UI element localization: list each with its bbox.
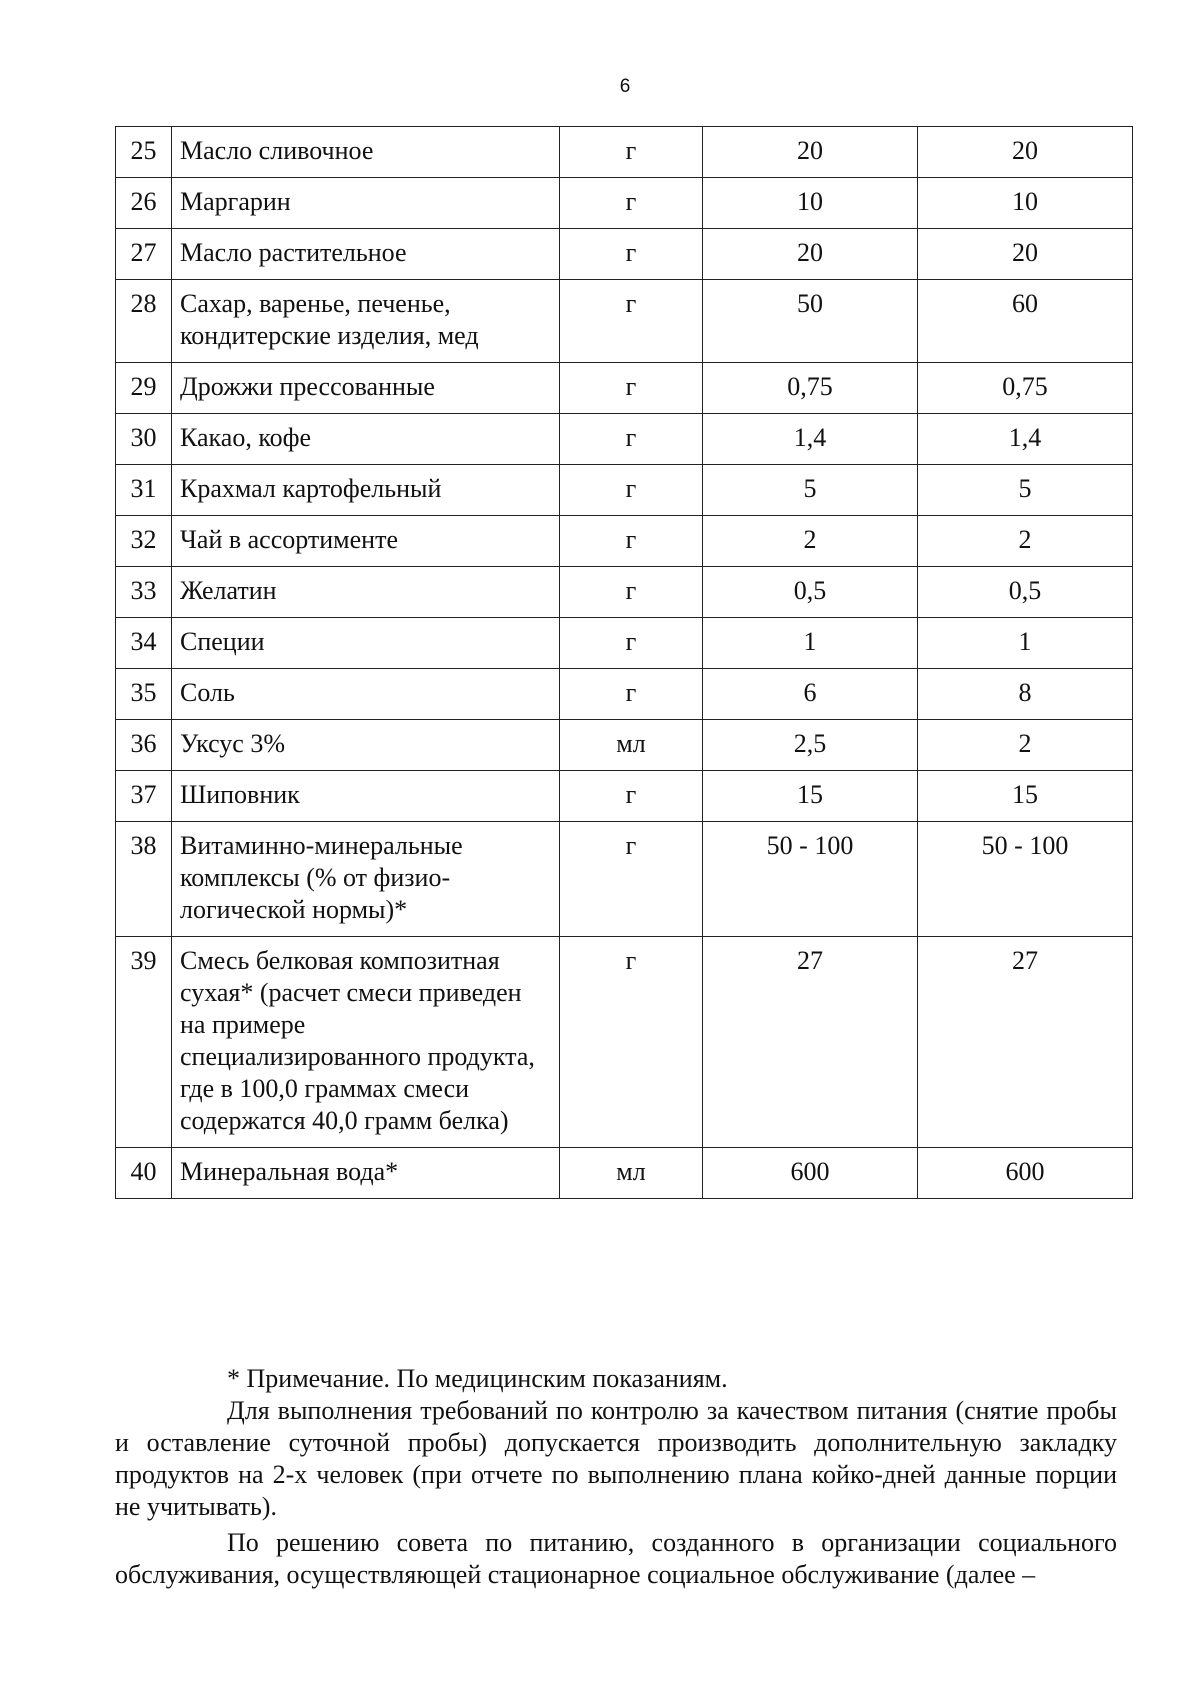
unit: г xyxy=(560,771,703,822)
notes-section xyxy=(115,1363,1117,1595)
value-column-1: 0,75 xyxy=(703,363,918,414)
row-number: 35 xyxy=(116,669,172,720)
row-number: 34 xyxy=(116,618,172,669)
product-name: Витаминно-минеральные комплексы (% от физио- логической нормы)* xyxy=(172,822,560,937)
unit: г xyxy=(560,822,703,937)
table-row xyxy=(116,178,1133,229)
value-column-2: 50 - 100 xyxy=(918,822,1133,937)
table-row xyxy=(116,229,1133,280)
table-row xyxy=(116,414,1133,465)
unit: г xyxy=(560,414,703,465)
table-row xyxy=(116,127,1133,178)
value-column-2: 2 xyxy=(918,516,1133,567)
value-column-1: 0,5 xyxy=(703,567,918,618)
product-name: Смесь белковая композитная сухая* (расчет смеси приведен на примере специализированного продукта, где в 100,0 граммах смеси содержатся 40,0 грамм белка) xyxy=(172,937,560,1148)
row-number: 25 xyxy=(116,127,172,178)
row-number: 38 xyxy=(116,822,172,937)
product-name: Масло сливочное xyxy=(172,127,560,178)
value-column-2: 20 xyxy=(918,229,1133,280)
value-column-2: 60 xyxy=(918,280,1133,363)
table-row xyxy=(116,669,1133,720)
row-number: 28 xyxy=(116,280,172,363)
value-column-2: 10 xyxy=(918,178,1133,229)
product-name: Сахар, варенье, печенье, кондитерские изделия, мед xyxy=(172,280,560,363)
table-row xyxy=(116,618,1133,669)
table-row xyxy=(116,280,1133,363)
row-number: 31 xyxy=(116,465,172,516)
unit: г xyxy=(560,229,703,280)
table-row xyxy=(116,720,1133,771)
value-column-2: 20 xyxy=(918,127,1133,178)
value-column-1: 2 xyxy=(703,516,918,567)
product-name: Крахмал картофельный xyxy=(172,465,560,516)
value-column-1: 2,5 xyxy=(703,720,918,771)
product-name: Маргарин xyxy=(172,178,560,229)
product-name: Соль xyxy=(172,669,560,720)
value-column-2: 8 xyxy=(918,669,1133,720)
unit: г xyxy=(560,280,703,363)
value-column-1: 20 xyxy=(703,229,918,280)
body-paragraph: Для выполнения требований по контролю за качеством питания (снятие пробы и оставление суточной пробы) допускается производить дополнительную закладку продуктов на 2-х человек (при отчете по выполнению плана койко-дней данные порции не учитывать). xyxy=(115,1396,1117,1521)
unit: г xyxy=(560,937,703,1148)
unit: г xyxy=(560,567,703,618)
table-row xyxy=(116,516,1133,567)
value-column-1: 10 xyxy=(703,178,918,229)
table-row xyxy=(116,1148,1133,1199)
value-column-1: 50 - 100 xyxy=(703,822,918,937)
food-norms-table xyxy=(115,126,1133,1199)
unit: мл xyxy=(560,720,703,771)
value-column-2: 1 xyxy=(918,618,1133,669)
value-column-1: 50 xyxy=(703,280,918,363)
unit: г xyxy=(560,465,703,516)
unit: г xyxy=(560,363,703,414)
row-number: 33 xyxy=(116,567,172,618)
unit: г xyxy=(560,669,703,720)
value-column-1: 20 xyxy=(703,127,918,178)
body-paragraph: По решению совета по питанию, созданного в организации социального обслуживания, осуществляющей стационарное социальное обслуживание (далее – xyxy=(115,1528,1117,1589)
value-column-1: 600 xyxy=(703,1148,918,1199)
row-number: 36 xyxy=(116,720,172,771)
footnote: * Примечание. По медицинским показаниям. xyxy=(227,1364,728,1393)
unit: г xyxy=(560,618,703,669)
product-name: Дрожжи прессованные xyxy=(172,363,560,414)
page-number: 6 xyxy=(619,76,631,97)
value-column-2: 15 xyxy=(918,771,1133,822)
row-number: 29 xyxy=(116,363,172,414)
value-column-2: 1,4 xyxy=(918,414,1133,465)
value-column-1: 15 xyxy=(703,771,918,822)
value-column-1: 1 xyxy=(703,618,918,669)
value-column-2: 0,5 xyxy=(918,567,1133,618)
unit: мл xyxy=(560,1148,703,1199)
unit: г xyxy=(560,178,703,229)
product-name: Желатин xyxy=(172,567,560,618)
row-number: 39 xyxy=(116,937,172,1148)
row-number: 27 xyxy=(116,229,172,280)
value-column-2: 600 xyxy=(918,1148,1133,1199)
value-column-2: 0,75 xyxy=(918,363,1133,414)
product-name: Уксус 3% xyxy=(172,720,560,771)
product-name: Минеральная вода* xyxy=(172,1148,560,1199)
product-name: Чай в ассортименте xyxy=(172,516,560,567)
table-row xyxy=(116,465,1133,516)
value-column-1: 5 xyxy=(703,465,918,516)
value-column-1: 1,4 xyxy=(703,414,918,465)
row-number: 37 xyxy=(116,771,172,822)
table-row xyxy=(116,937,1133,1148)
table-row xyxy=(116,363,1133,414)
value-column-2: 2 xyxy=(918,720,1133,771)
table-row xyxy=(116,822,1133,937)
row-number: 32 xyxy=(116,516,172,567)
value-column-1: 27 xyxy=(703,937,918,1148)
row-number: 26 xyxy=(116,178,172,229)
product-name: Масло растительное xyxy=(172,229,560,280)
table-row xyxy=(116,567,1133,618)
row-number: 30 xyxy=(116,414,172,465)
value-column-1: 6 xyxy=(703,669,918,720)
unit: г xyxy=(560,516,703,567)
row-number: 40 xyxy=(116,1148,172,1199)
value-column-2: 5 xyxy=(918,465,1133,516)
product-name: Какао, кофе xyxy=(172,414,560,465)
value-column-2: 27 xyxy=(918,937,1133,1148)
product-name: Специи xyxy=(172,618,560,669)
product-name: Шиповник xyxy=(172,771,560,822)
unit: г xyxy=(560,127,703,178)
table-row xyxy=(116,771,1133,822)
